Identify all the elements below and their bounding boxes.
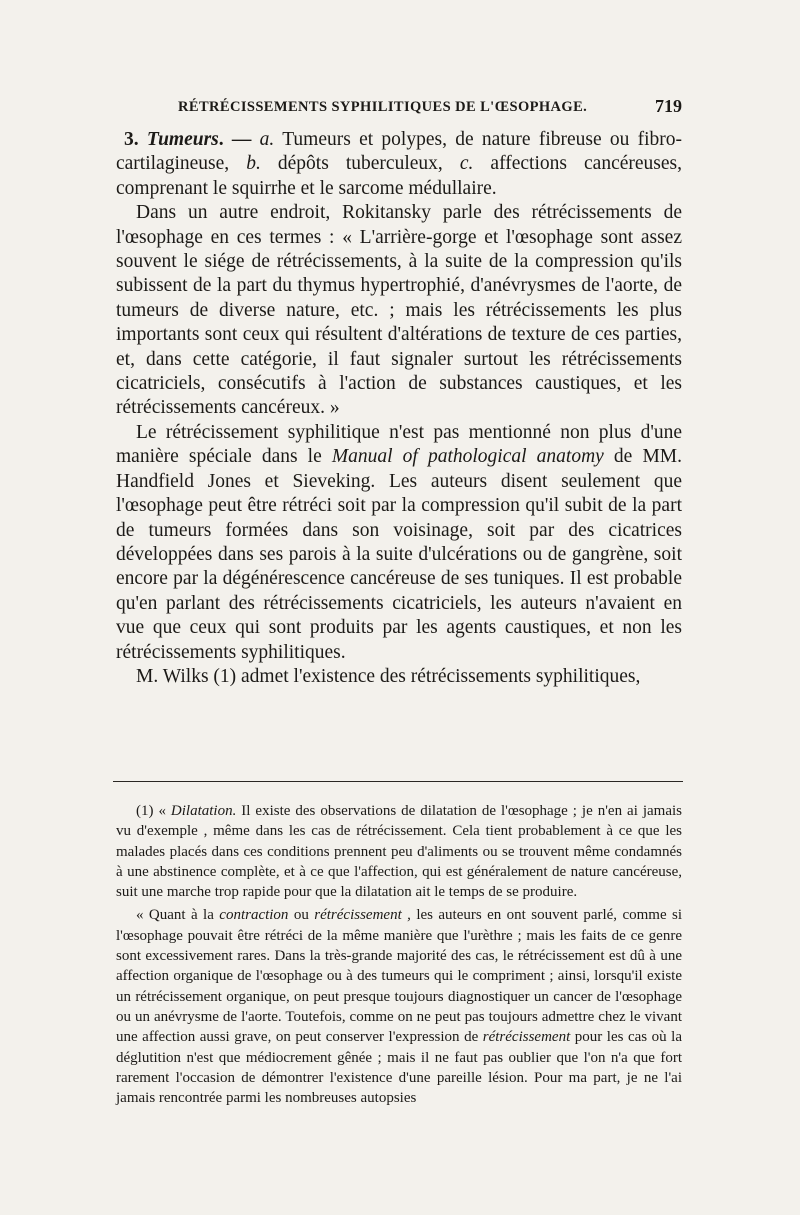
footnote-separator <box>113 781 683 782</box>
book-title: Manual of pathological anatomy <box>331 446 604 468</box>
manual-text-after: de MM. Handfield Jones et Sieveking. Les auteurs disent seulement que l'œsophage peut être rétréci soit par la compression qu'il subit de la part de tumeurs formées dans son voisinage, soit par des cicatrices développées dans ses parois à la suite d'ulcérations ou de gangrène, soit encore par la dégénérescence cancéreuse de ses tuniques. Il est probable qu'en parlant des rétrécissements cicatriciels, les auteurs n'avaient en vue que ceux qui sont produits par les agents caustiques, et non les rétrécissements syphilitiques. <box>116 446 683 663</box>
footnotes <box>116 801 682 1108</box>
footnote-term-dilatation: Dilatation. <box>170 803 237 819</box>
manual-text-before: Le rétrécissement syphilitique n'est pas mentionné non plus d'une manière spéciale dans le <box>116 421 682 468</box>
item-a: a. <box>259 129 275 150</box>
footnote-1-contraction <box>116 905 682 1108</box>
footnote-term-retrecissement-2: rétrécissement <box>482 1029 571 1046</box>
page-number: 719 <box>655 96 682 116</box>
footnote-1-dilatation <box>116 801 682 902</box>
footnote-2-text-2: pour les cas où la déglutition n'est que médiocrement gênée ; mais il ne faut pas oublier que l'on n'a que fort rarement l'occasion de démontrer l'existence d'une pareille lésion. Pour ma part, je ne l'ai jamais rencontrée parmi les nombreuses autopsies <box>116 1029 682 1107</box>
running-title: RÉTRÉCISSEMENTS SYPHILITIQUES DE L'ŒSOPHAGE. <box>178 99 588 115</box>
paragraph-wilks: M. Wilks (1) admet l'existence des rétrécissements syphilitiques, <box>136 665 641 687</box>
section-heading: Tumeurs <box>146 129 219 150</box>
heading-dash: . — <box>218 129 260 150</box>
item-b: b. <box>246 153 261 175</box>
item-a-text: Tumeurs et polypes, de nature fibreuse ou fibro-cartilagineuse, <box>116 129 683 175</box>
paragraph-tumeurs <box>116 128 682 201</box>
footnote-1-text: Il existe des observations de dilatation de l'œsophage ; je n'en ai jamais vu d'exemple , même dans les cas de rétrécissement. Cela tient probablement à ce que les malades placés dans ces conditions prennent peu d'aliments ou se trouvent même condamnés à une abstinence complète, et à ce que l'affection, qui est généralement de nature cancéreuse, suit une marche trop rapide pour que la dilatation ait le temps de se produire. <box>116 803 682 901</box>
footnote-2-mid: ou <box>288 907 315 924</box>
main-text <box>116 128 682 689</box>
paragraph-manual <box>116 421 682 665</box>
footnote-term-contraction: contraction <box>219 907 289 924</box>
item-b-text: dépôts tuberculeux, <box>260 153 460 175</box>
footnote-2-open: « Quant à la <box>136 907 220 924</box>
paragraph-rokitansky: Dans un autre endroit, Rokitansky parle des rétrécissements de l'œsophage en ces termes : « L'arrière-gorge et l'œsophage sont assez souvent le siége de rétrécissements, à la suite de la compression qu'ils subissent de la part du thymus hypertrophié, d'anévrysmes de l'aorte, de tumeurs de diverse nature, etc. ; mais les rétrécissements les plus importants sont ceux qui résultent d'altérations de texture de ces parties, et, dans cette catégorie, il faut signaler surtout les rétrécissements cicatriciels, consécutifs à l'action de substances caustiques, et les rétrécissements cancéreux. » <box>116 202 682 419</box>
footnote-term-retrecissement: rétrécissement , <box>314 907 411 924</box>
running-header <box>116 96 682 120</box>
footnote-2-text-1: les auteurs en ont souvent parlé, comme si l'œsophage pouvait être rétréci de la même manière que l'urèthre ; mais les faits de ce genre sont excessivement rares. Dans la très-grande majorité des cas, le rétrécissement est dû à une affection organique de l'œsophage ou à des tumeurs qui le compriment ; ainsi, lorsqu'il existe un rétrécissement organique, on peut presque toujours diagnostiquer un cancer de l'œsophage ou un anévrysme de l'aorte. Toutefois, comme on ne peut pas toujours admettre chez le vivant une affection aussi grave, on peut conserver l'expression de <box>116 907 683 1046</box>
item-c: c. <box>459 153 474 175</box>
section-number: 3. <box>124 129 139 150</box>
item-c-text: affections cancéreuses, comprenant le squirrhe et le sarcome médullaire. <box>116 153 682 199</box>
footnote-marker: (1) « <box>136 803 171 819</box>
